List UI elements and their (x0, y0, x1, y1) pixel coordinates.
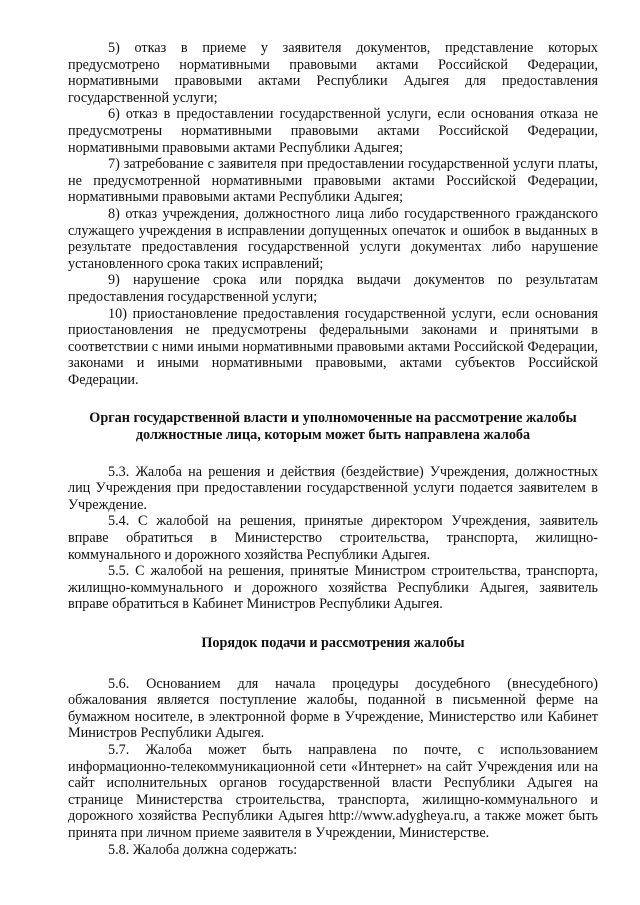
section-heading-complaint-procedure: Порядок подачи и рассмотрения жалобы (201, 635, 465, 651)
paragraph-5-7: 5.7. Жалоба может быть направлена по почте, с использованием информационно-телекоммуникационной сети «Интернет» на сайт Учреждения или на сайт исполнительных органов государственной власти Республики Адыгея на странице Министерства строительства, транспорта, жилищно-коммунального и дорожного хозяйства Республики Адыгея http://www.adygheya.ru, а также может быть принята при личном приеме заявителя в Учреждении, Министерстве. (68, 741, 598, 841)
document-page (68, 40, 598, 858)
spacer (68, 388, 598, 410)
paragraph-5-3: 5.3. Жалоба на решения и действия (бездействие) Учреждения, должностных лиц Учреждения при предоставлении государственной услуги подается заявителем в Учреждение. (68, 463, 598, 513)
list-item-6: 6) отказ в предоставлении государственной услуги, если основания отказа не предусмотрены нормативными правовыми актами Российской Федерации, нормативными правовыми актами Республики Адыгея; (68, 106, 598, 156)
list-item-7: 7) затребование с заявителя при предоставлении государственной услуги платы, не предусмотренной нормативными правовыми актами Российской Федерации, нормативными правовыми актами Республики Адыгея; (68, 156, 598, 206)
spacer (68, 444, 598, 464)
spacer (68, 613, 598, 635)
section-heading-complaint-bodies: Орган государственной власти и уполномоченные на рассмотрение жалобы должностные лица, которым может быть направлена жалоба (89, 410, 577, 444)
list-item-9: 9) нарушение срока или порядка выдачи документов по результатам предоставления государственной услуги; (68, 272, 598, 305)
list-item-10: 10) приостановление предоставления государственной услуги, если основания приостановления не предусмотрены федеральными законами и принятыми в соответствии с ними иными нормативными правовыми актами Российской Федерации, законами и иными нормативными правовыми, актами субъектов Российской Федерации. (68, 305, 598, 388)
paragraph-5-6: 5.6. Основанием для начала процедуры досудебного (внесудебного) обжалования является поступление жалобы, поданной в письменной ферме на бумажном носителе, в электронной форме в Учреждение, Министерство или Кабинет Министров Республики Адыгея. (68, 675, 598, 742)
paragraph-5-8: 5.8. Жалоба должна содержать: (108, 841, 298, 858)
paragraph-5-5: 5.5. С жалобой на решения, принятые Министром строительства, транспорта, жилищно-коммунального и дорожного хозяйства Республики Адыгея, заявитель вправе обратиться в Кабинет Министров Республики Адыгея. (68, 563, 598, 613)
list-item-8: 8) отказ учреждения, должностного лица либо государственного гражданского служащего учреждения в исправлении допущенных опечаток и ошибок в выданных в результате предоставления государственной услуги документах либо нарушение установленного срока таких исправлений; (68, 205, 598, 272)
spacer (68, 652, 598, 676)
list-item-5: 5) отказ в приеме у заявителя документов, представление которых предусмотрено нормативными правовыми актами Российской Федерации, нормативными правовыми актами Республики Адыгея для предоставления государственной услуги; (68, 40, 598, 106)
paragraph-5-4: 5.4. С жалобой на решения, принятые директором Учреждения, заявитель вправе обратиться в Министерство строительства, транспорта, жилищно-коммунального и дорожного хозяйства Республики Адыгея. (68, 513, 598, 563)
